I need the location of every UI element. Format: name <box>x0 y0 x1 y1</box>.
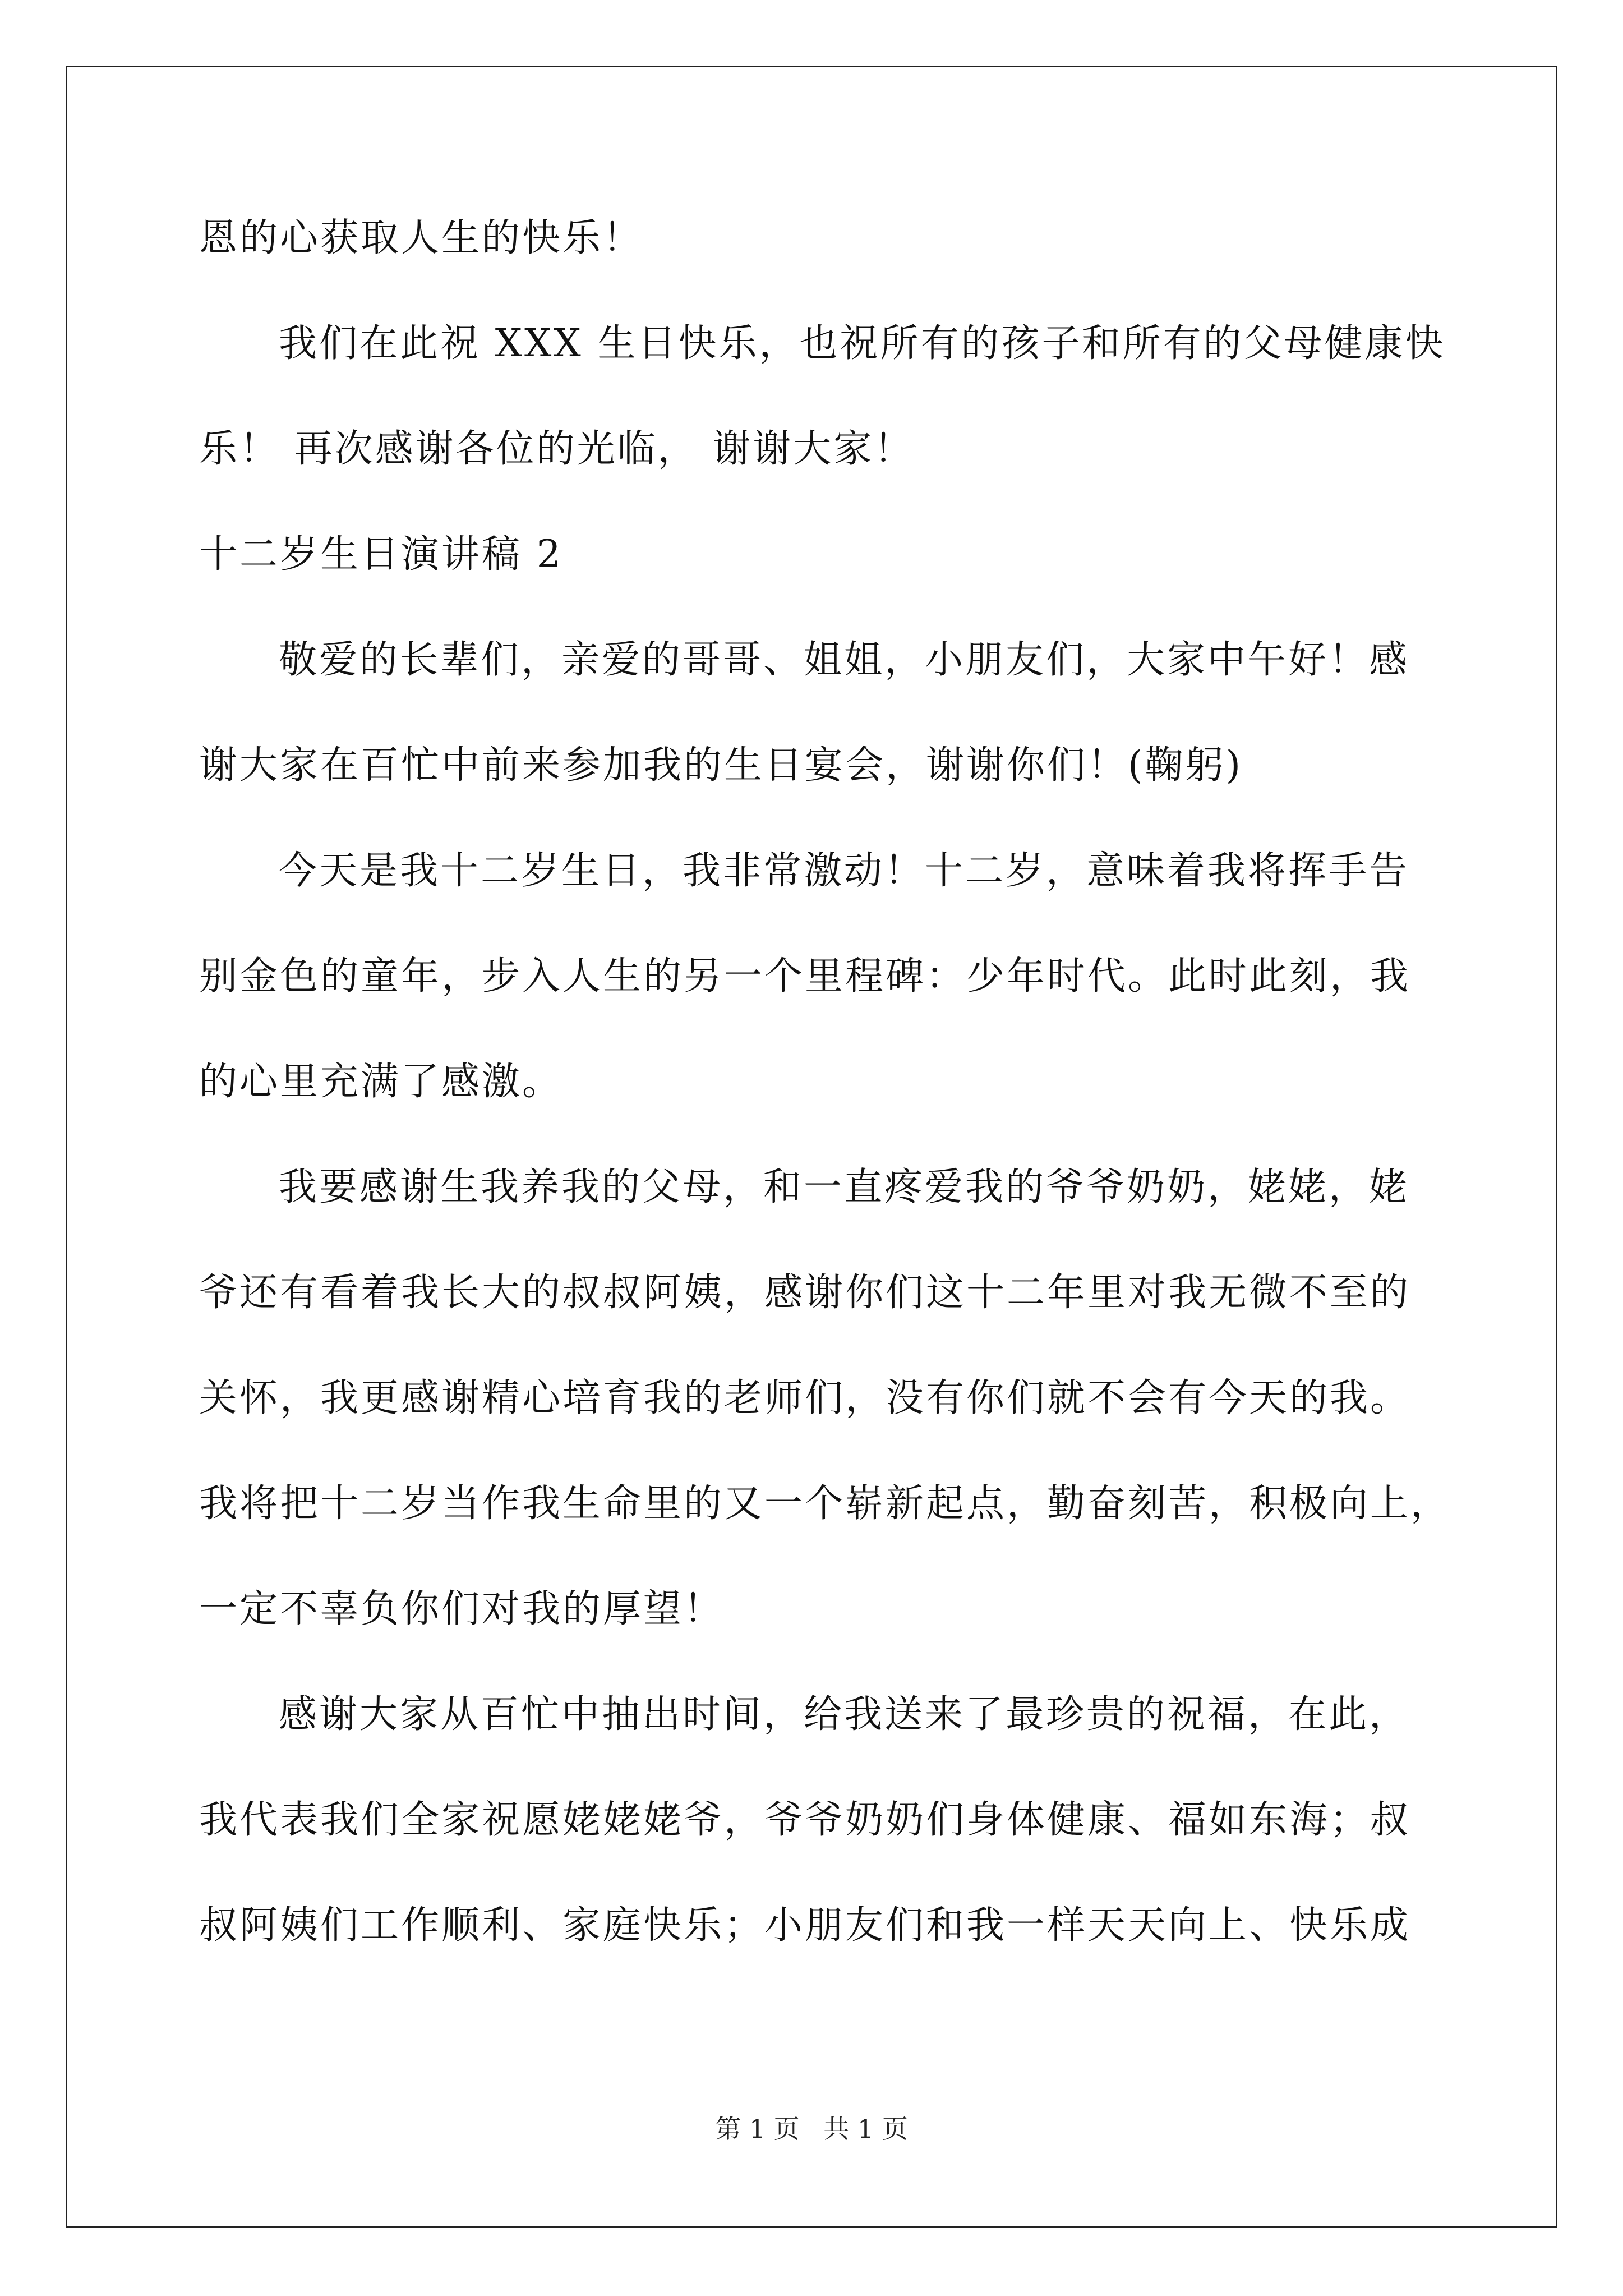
text-line: 乐！ 再次感谢各位的光临， 谢谢大家！ <box>199 427 915 471</box>
section-heading: 十二岁生日演讲稿 2 <box>199 532 563 577</box>
text-line: 谢大家在百忙中前来参加我的生日宴会，谢谢你们！(鞠躬) <box>199 743 1243 788</box>
text-line: 的心里充满了感激。 <box>199 1060 563 1104</box>
text-line: 我将把十二岁当作我生命里的又一个崭新起点，勤奋刻苦，积极向上， <box>199 1481 1451 1526</box>
page-number: 第 1 页 <box>715 2114 800 2144</box>
text-line: 一定不辜负你们对我的厚望！ <box>199 1587 725 1631</box>
text-line: 我代表我们全家祝愿姥姥姥爷，爷爷奶奶们身体健康、福如东海；叔 <box>199 1798 1411 1842</box>
text-line: 别金色的童年，步入人生的另一个里程碑：少年时代。此时此刻，我 <box>199 954 1411 999</box>
text-line: 爷还有看着我长大的叔叔阿姨，感谢你们这十二年里对我无微不至的 <box>199 1271 1411 1315</box>
text-line: 我们在此祝 XXX 生日快乐，也祝所有的孩子和所有的父母健康快 <box>279 321 1446 366</box>
text-line: 今天是我十二岁生日，我非常激动！十二岁，意味着我将挥手告 <box>279 849 1410 893</box>
text-line: 感谢大家从百忙中抽出时间，给我送来了最珍贵的祝福，在此， <box>279 1692 1410 1737</box>
text-line: 敬爱的长辈们，亲爱的哥哥、姐姐，小朋友们，大家中午好！感 <box>279 638 1410 682</box>
page-total: 共 1 页 <box>823 2114 908 2144</box>
text-line: 叔阿姨们工作顺利、家庭快乐；小朋友们和我一样天天向上、快乐成 <box>199 1903 1411 1948</box>
text-line: 关怀，我更感谢精心培育我的老师们，没有你们就不会有今天的我。 <box>199 1376 1411 1420</box>
text-line: 恩的心获取人生的快乐！ <box>199 216 644 260</box>
text-line: 我要感谢生我养我的父母，和一直疼爱我的爷爷奶奶，姥姥，姥 <box>279 1165 1410 1209</box>
page-footer <box>0 2112 1623 2146</box>
